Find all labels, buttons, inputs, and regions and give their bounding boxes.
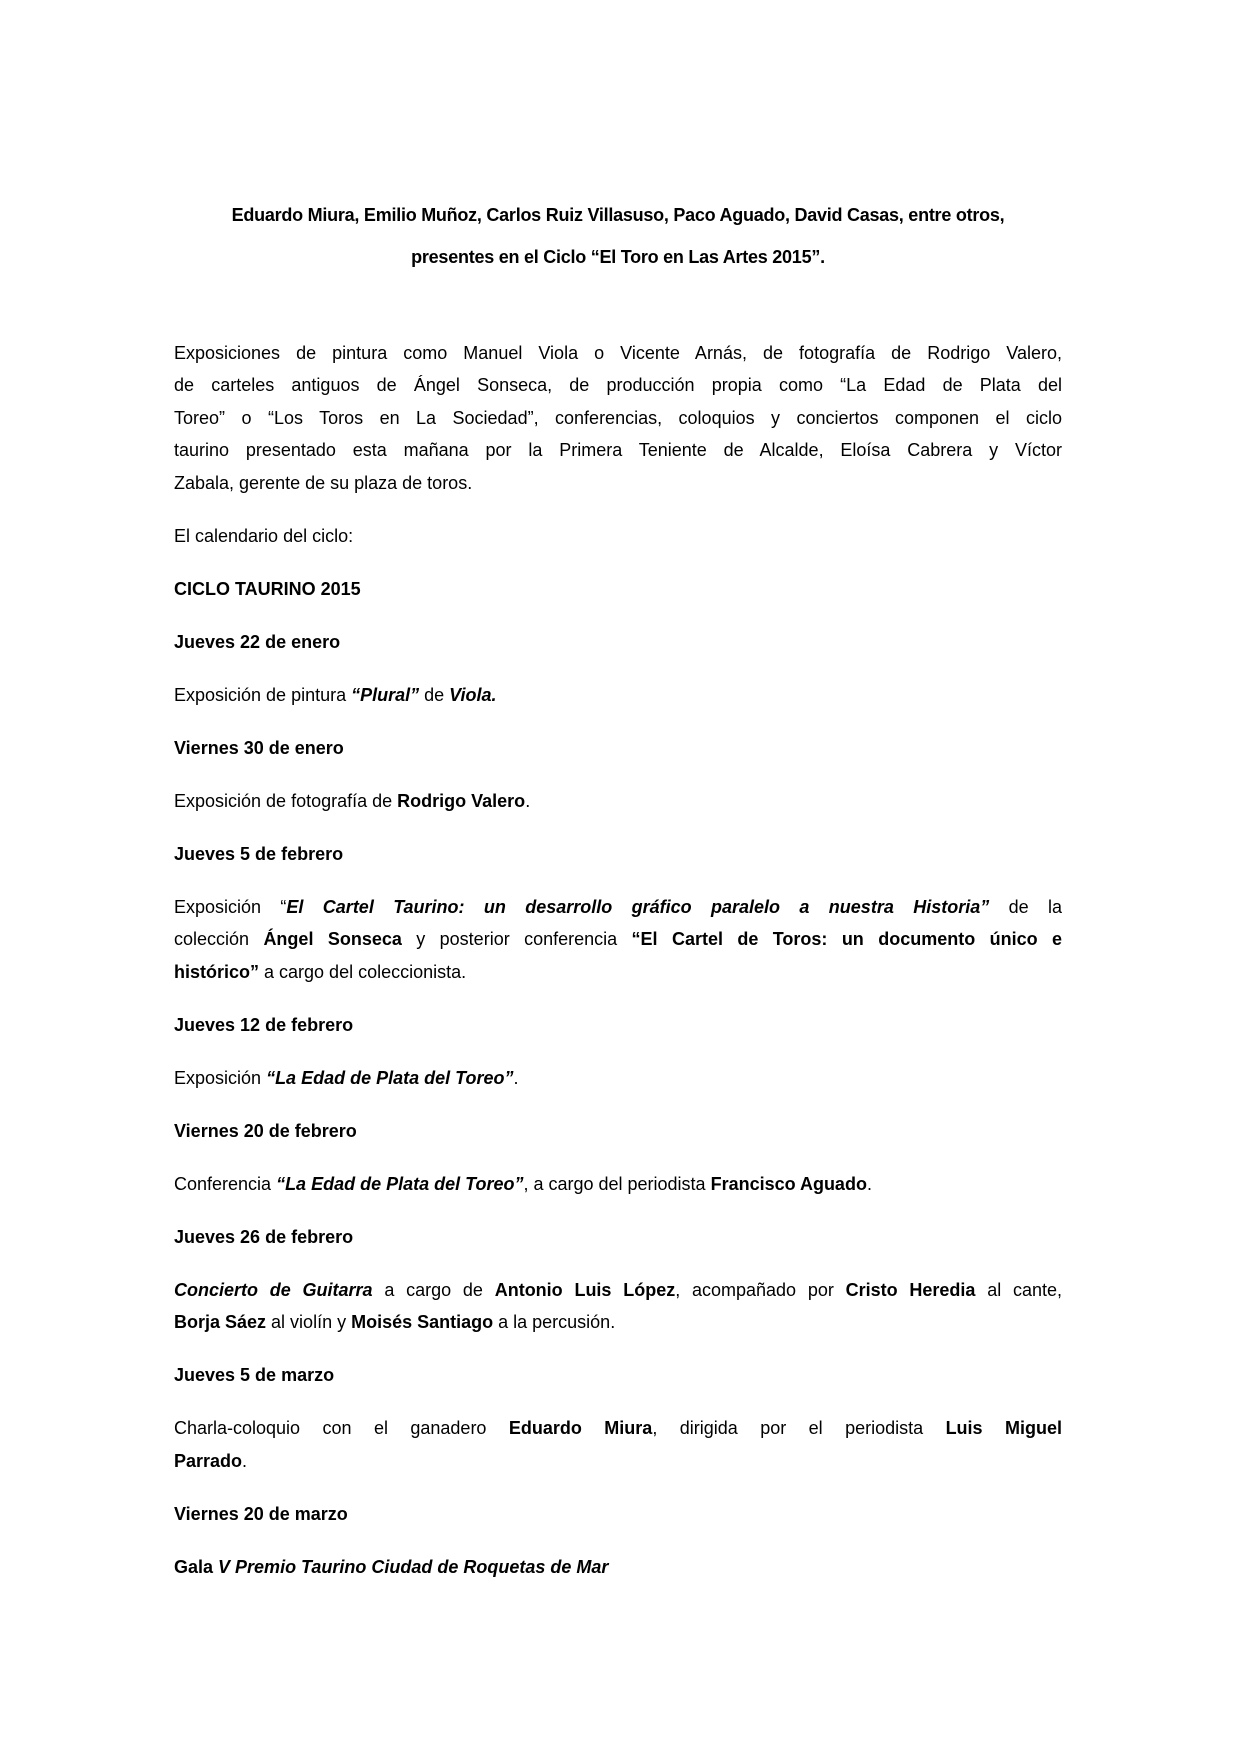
text-line [174,1168,1062,1201]
date-heading [174,1115,1062,1148]
text-run: , dirigida por el periodista [652,1418,946,1438]
text-run: Jueves 22 de enero [174,631,341,652]
text-line [174,369,1062,402]
text-run: presentes en el Ciclo “El Toro en Las Artes 2015”. [411,247,825,267]
date-heading [174,1221,1062,1254]
event-line [174,1062,1062,1095]
event-line [174,785,1062,818]
text-line [174,1221,1062,1254]
text-run: Exposición [174,1067,267,1088]
text-line [174,402,1062,435]
text-line [174,891,1062,924]
text-run: Moisés Santiago [351,1312,494,1332]
text-line [174,1359,1062,1392]
body-paragraph [174,1274,1062,1339]
text-line [174,923,1062,956]
text-line [174,1009,1062,1042]
text-run: “La Edad de Plata del Toreo” [276,1173,524,1194]
text-run: Concierto de Guitarra [174,1279,373,1300]
text-line [174,1551,1062,1584]
text-line [174,679,1062,712]
text-line [174,626,1062,659]
text-run: de carteles antiguos de Ángel Sonseca, de producción propia como “La Edad de Plata del [174,375,1062,395]
text-run: El Cartel Taurino: un desarrollo gráfico paralelo a nuestra Historia” [286,896,990,917]
body-paragraph [174,337,1062,500]
text-run: Exposición “ [174,896,287,917]
date-heading [174,626,1062,659]
text-run: Exposición de fotografía de [174,790,398,811]
text-run: al cante, [975,1279,1063,1300]
text-run: y posterior conferencia [401,929,632,949]
text-run: Francisco Aguado [710,1173,867,1194]
body-paragraph [174,891,1062,989]
text-run: . [242,1450,248,1471]
text-run: Ángel Sonseca [263,929,402,949]
text-run: Jueves 5 de febrero [174,843,344,864]
text-run: Jueves 26 de febrero [174,1226,354,1247]
text-line [174,1062,1062,1095]
text-run: . [866,1173,872,1194]
date-heading [174,1498,1062,1531]
text-run: “La Edad de Plata del Toreo” [266,1067,514,1088]
event-line [174,1551,1062,1584]
text-run: Luis Miguel [945,1418,1062,1438]
text-line [174,236,1062,278]
text-run: Parrado [174,1450,243,1471]
date-heading [174,573,1062,606]
body-paragraph [174,520,1062,553]
text-run: Viernes 20 de marzo [174,1503,348,1524]
text-line [174,1274,1062,1307]
text-run: a cargo del coleccionista. [259,961,467,982]
text-line [174,520,1062,553]
text-run: “Plural” [351,684,420,705]
text-line [174,1445,1062,1478]
text-run: El calendario del ciclo: [174,525,354,546]
text-run: de la [989,896,1062,917]
text-line [174,732,1062,765]
text-run: al violín y [266,1312,352,1332]
text-run: , acompañado por [675,1279,846,1300]
date-heading [174,732,1062,765]
text-run: . [513,1067,519,1088]
text-run: Borja Sáez [174,1312,267,1332]
text-run: Gala [174,1556,219,1577]
text-run: a cargo de [372,1279,495,1300]
text-run: Viernes 30 de enero [174,737,344,758]
text-run: Jueves 5 de marzo [174,1365,335,1385]
text-run: Exposición de pintura [174,684,352,705]
text-run: , a cargo del periodista [523,1173,711,1194]
text-line [174,337,1062,370]
text-line [174,785,1062,818]
text-line [174,1115,1062,1148]
text-run: taurino presentado esta mañana por la Primera Teniente de Alcalde, Eloísa Cabrera y Víctor [174,440,1062,460]
text-run: “El Cartel de Toros: un documento único e [631,929,1062,949]
text-run: Cristo Heredia [845,1279,976,1300]
text-line [174,194,1062,236]
text-run: Exposiciones de pintura como Manuel Viola o Vicente Arnás, de fotografía de Rodrigo Valero, [174,342,1062,363]
text-run: Viernes 20 de febrero [174,1120,357,1141]
date-heading [174,838,1062,871]
document-content [174,194,1062,1604]
text-run: colección [174,929,264,949]
text-run: Zabala, gerente de su plaza de toros. [174,472,473,493]
text-run: Viola. [449,684,497,705]
text-run: Rodrigo Valero [397,790,526,811]
text-run: histórico” [174,961,260,982]
text-run: Antonio Luis López [494,1279,676,1300]
text-run: de [419,684,450,705]
text-run: V Premio Taurino Ciudad de Roquetas de Mar [218,1556,609,1577]
text-line [174,838,1062,871]
event-line [174,1168,1062,1201]
text-line [174,467,1062,500]
date-heading [174,1009,1062,1042]
text-run: Jueves 12 de febrero [174,1014,354,1035]
text-line [174,1306,1062,1339]
text-run: Charla-coloquio con el ganadero [174,1418,509,1438]
text-line [174,573,1062,606]
text-run: Conferencia [174,1173,277,1194]
text-line [174,1498,1062,1531]
text-run: CICLO TAURINO 2015 [174,578,361,599]
text-line [174,956,1062,989]
event-line [174,679,1062,712]
text-run: Eduardo Miura [508,1418,653,1438]
text-run: Toreo” o “Los Toros en La Sociedad”, conferencias, coloquios y conciertos componen el ciclo [174,407,1062,428]
body-paragraph [174,1412,1062,1477]
text-run: a la percusión. [493,1312,616,1332]
text-line [174,434,1062,467]
text-run: Eduardo Miura, Emilio Muñoz, Carlos Ruiz Villasuso, Paco Aguado, David Casas, entre otros, [231,205,1005,225]
document-title [174,194,1062,278]
date-heading [174,1359,1062,1392]
text-line [174,1412,1062,1445]
text-run: . [525,790,531,811]
